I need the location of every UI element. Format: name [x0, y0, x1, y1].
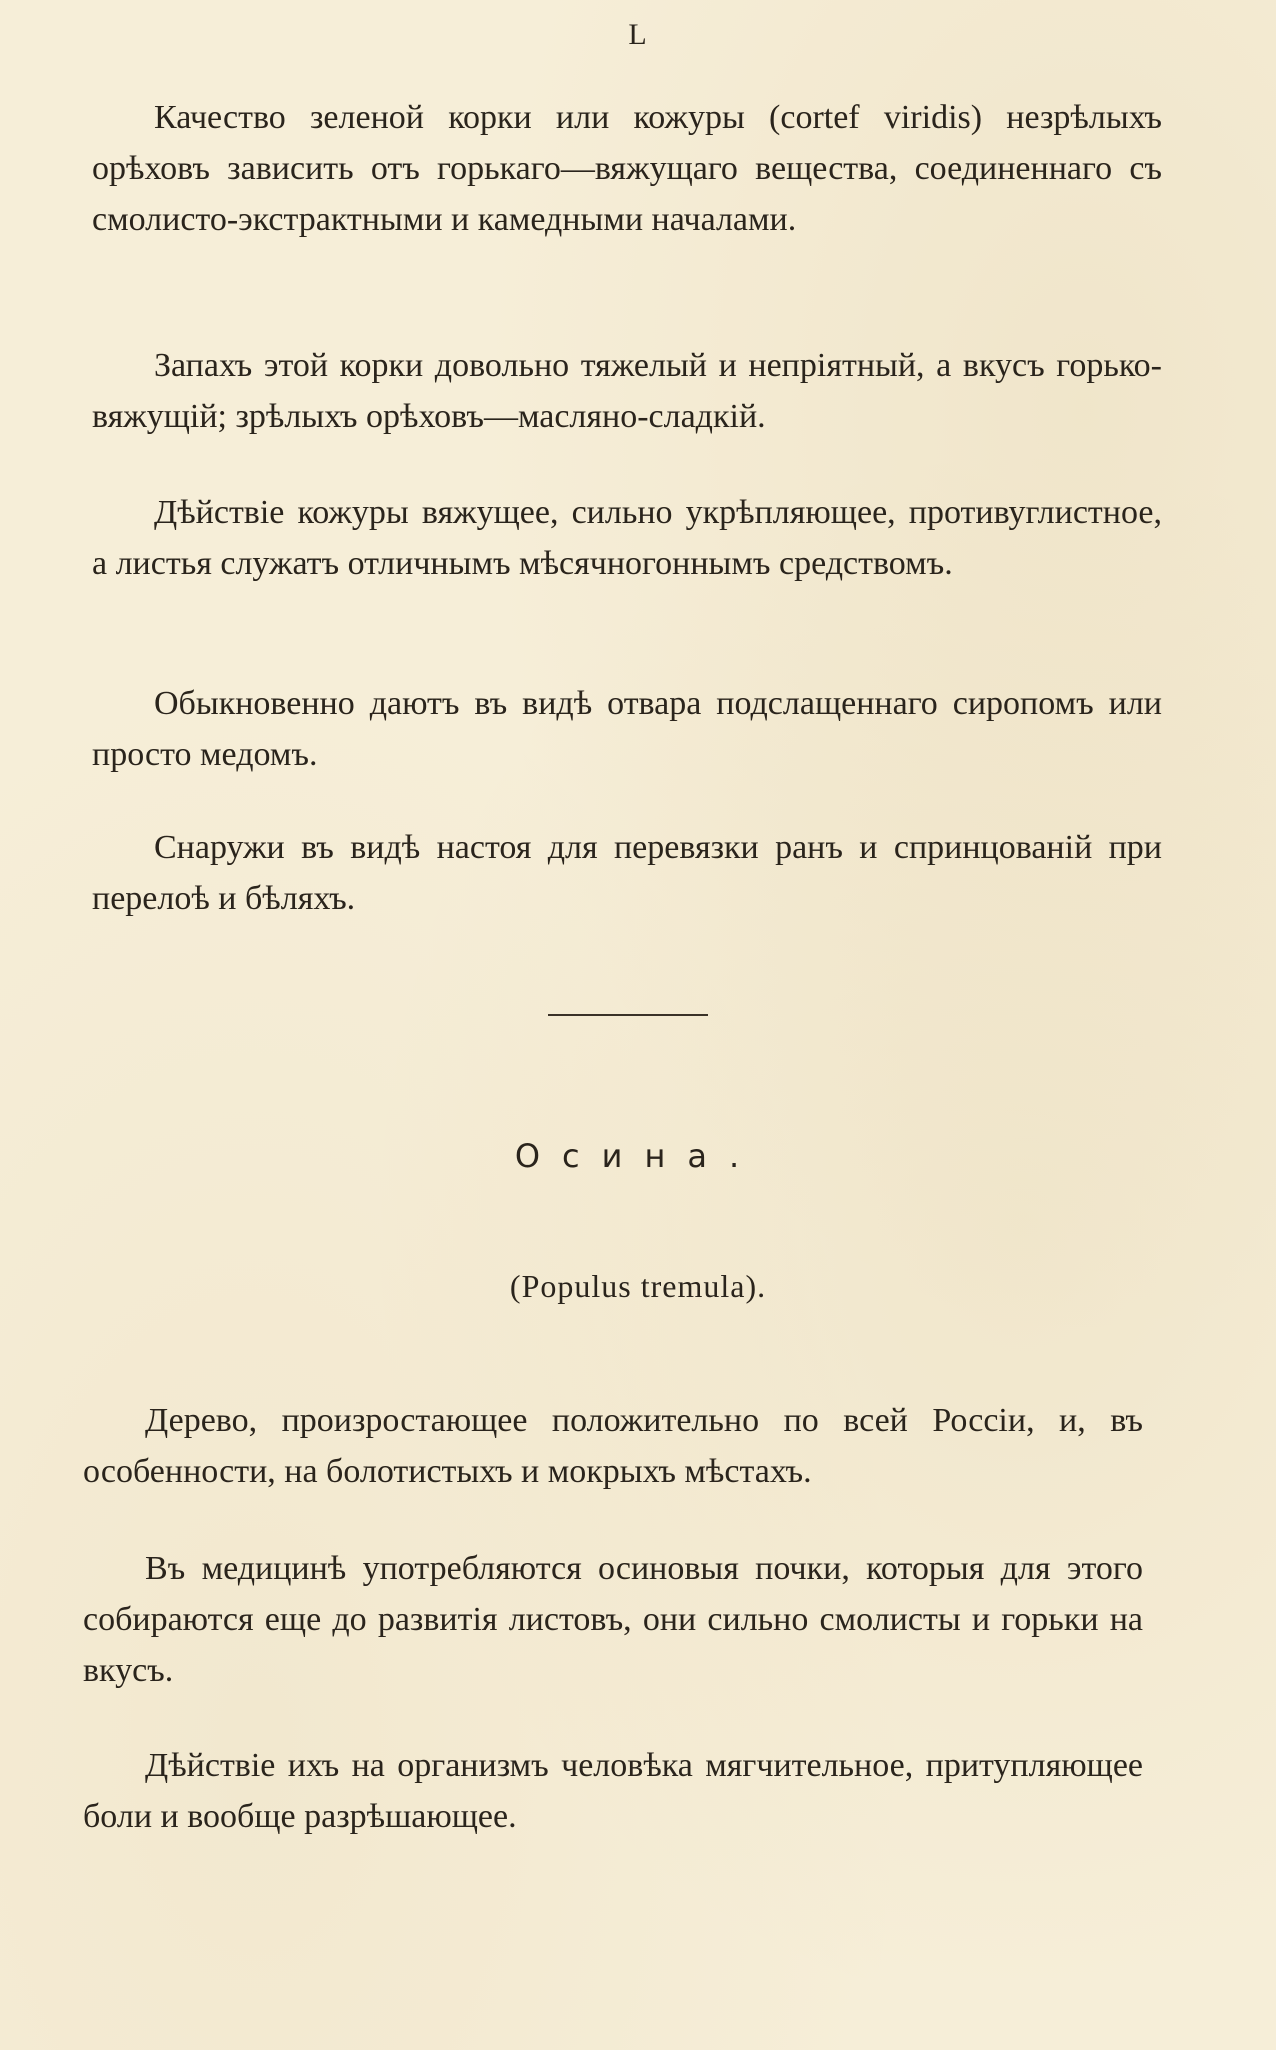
paragraph-walnut-external-use — [92, 822, 1162, 924]
paragraph-text: Качество зеленой корки или кожуры (cortef viridis) незрѣлыхъ орѣховъ зависить отъ горькаго—вяжущаго вещества, соединеннаго съ смолисто-экстрактными и камедными началами. — [92, 99, 1162, 238]
paragraph-walnut-action — [92, 487, 1162, 589]
paragraph-text: Дѣйствіе ихъ на организмъ человѣка мягчительное, притупляющее боли и вообще разрѣшающее. — [83, 1747, 1143, 1835]
paragraph-walnut-rind-quality — [92, 92, 1162, 245]
paragraph-text: Снаружи въ видѣ настоя для перевязки ранъ и спринцованій при перелоѣ и бѣляхъ. — [92, 829, 1162, 917]
section-latin-name: (Populus tremula). — [509, 1268, 767, 1304]
page-number: L — [628, 18, 648, 51]
paragraph-walnut-smell-taste — [92, 340, 1162, 442]
paragraph-text: Въ медицинѣ употребляются осиновыя почки, которыя для этого собираются еще до развитія листовъ, они сильно смолисты и горьки на вкусъ. — [83, 1550, 1143, 1689]
section-divider — [548, 1014, 708, 1016]
paragraph-aspen-buds — [83, 1543, 1143, 1696]
paragraph-text: Запахъ этой корки довольно тяжелый и непріятный, а вкусъ горько-вяжущій; зрѣлыхъ орѣховъ—масляно-сладкій. — [92, 347, 1162, 435]
section-title: Осина. — [514, 1137, 762, 1175]
paragraph-text: Дерево, произростающее положительно по всей Россіи, и, въ особенности, на болотистыхъ и мокрыхъ мѣстахъ. — [83, 1402, 1143, 1490]
paragraph-walnut-dosage — [92, 678, 1162, 780]
paragraph-aspen-habitat — [83, 1395, 1143, 1497]
paragraph-aspen-action — [83, 1740, 1143, 1842]
paragraph-text: Обыкновенно даютъ въ видѣ отвара подслащеннаго сиропомъ или просто медомъ. — [92, 685, 1162, 773]
paragraph-text: Дѣйствіе кожуры вяжущее, сильно укрѣпляющее, противуглистное, а листья служатъ отличнымъ мѣсячногоннымъ средствомъ. — [92, 494, 1162, 582]
